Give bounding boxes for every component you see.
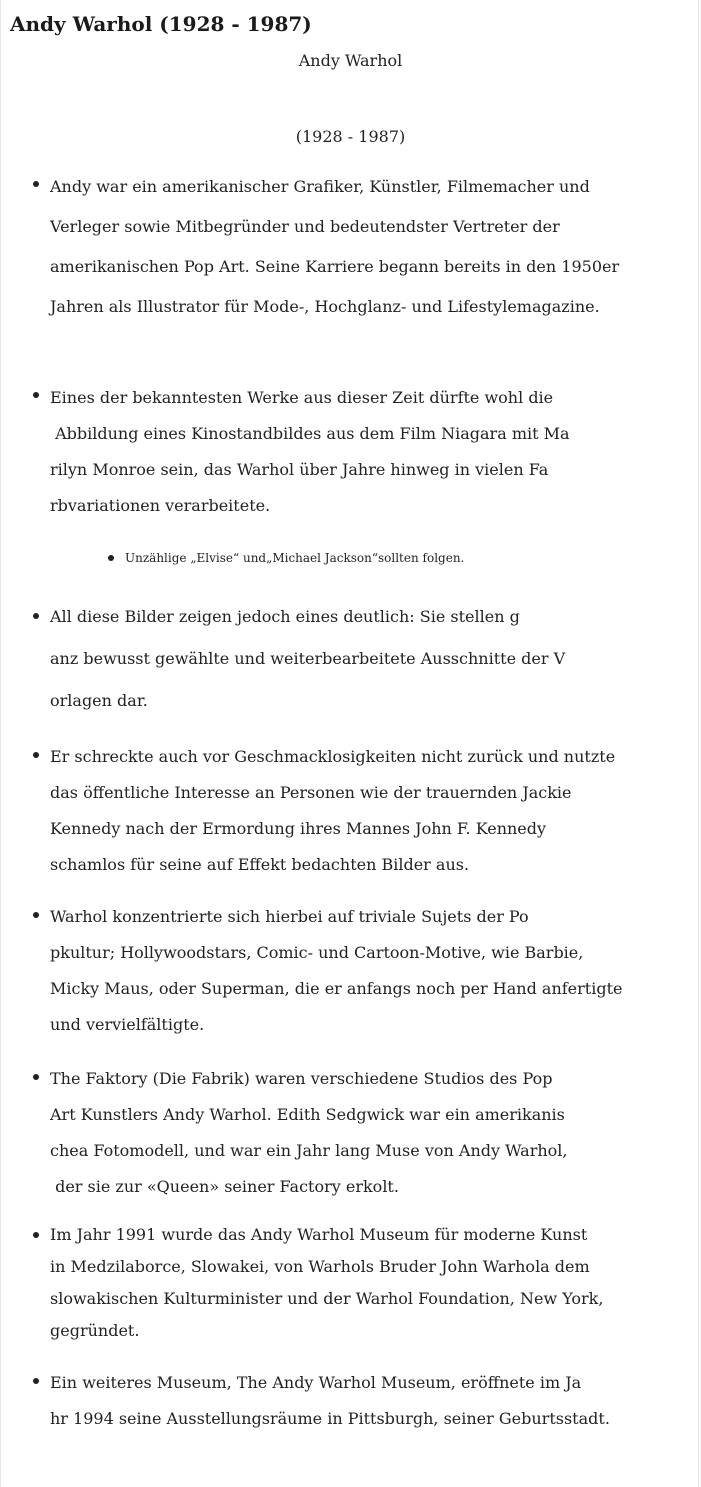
list-item-line: Abbildung eines Kinostandbildes aus dem Film Niagara mit Ma (50, 424, 570, 443)
page-title: Andy Warhol (1928 - 1987) (10, 12, 312, 36)
list-item-line: Jahren als Illustrator für Mode-, Hochglanz- und Lifestylemagazine. (50, 297, 600, 316)
list-item-line: Andy war ein amerikanischer Grafiker, Künstler, Filmemacher und (50, 177, 590, 196)
list-item (50, 899, 690, 1043)
list-item (50, 596, 690, 722)
list-item-line: rbvariationen verarbeitete. (50, 496, 271, 515)
list-item-line: Im Jahr 1991 wurde das Andy Warhol Museum für moderne Kunst (50, 1225, 588, 1244)
list-item-line: gegründet. (50, 1321, 140, 1340)
list-item-line: Verleger sowie Mitbegründer und bedeutendster Vertreter der (50, 217, 560, 236)
list-item-line: Art Kunstlers Andy Warhol. Edith Sedgwick war ein amerikanis (50, 1105, 565, 1124)
list-item-line: slowakischen Kulturminister und der Warhol Foundation, New York, (50, 1289, 604, 1308)
nested-list-item-text: Unzählige „Elvise“ und„Michael Jackson“sollten folgen. (125, 551, 465, 565)
list-item (50, 1061, 690, 1205)
list-item-line: anz bewusst gewählte und weiterbearbeitete Ausschnitte der V (50, 649, 566, 668)
artist-years: (1928 - 1987) (295, 127, 406, 146)
list-item (50, 739, 690, 883)
list-item-line: in Medzilaborce, Slowakei, von Warhols Bruder John Warhola dem (50, 1257, 590, 1276)
list-item (50, 380, 690, 524)
list-item-line: Warhol konzentrierte sich hierbei auf triviale Sujets der Po (50, 907, 529, 926)
list-item-line: Er schreckte auch vor Geschmacklosigkeiten nicht zurück und nutzte (50, 747, 616, 766)
list-item-line: Ein weiteres Museum, The Andy Warhol Museum, eröffnete im Ja (50, 1373, 582, 1392)
list-item-line: chea Fotomodell, und war ein Jahr lang Muse von Andy Warhol, (50, 1141, 568, 1160)
list-item-line: All diese Bilder zeigen jedoch eines deutlich: Sie stellen g (50, 607, 520, 626)
list-item-line: pkultur; Hollywoodstars, Comic- und Cartoon-Motive, wie Barbie, (50, 943, 584, 962)
nested-list-item (125, 542, 701, 574)
list-item-line: orlagen dar. (50, 691, 148, 710)
list-item-line: der sie zur «Queen» seiner Factory erkolt. (50, 1177, 399, 1196)
artist-name: Andy Warhol (298, 51, 403, 70)
list-item-line: das öffentliche Interesse an Personen wie der trauernden Jackie (50, 783, 572, 802)
list-item (50, 1219, 690, 1347)
list-item-line: Kennedy nach der Ermordung ihres Mannes John F. Kennedy (50, 819, 547, 838)
list-item-line: Micky Maus, oder Superman, die er anfangs noch per Hand anfertigte (50, 979, 623, 998)
list-item-line: The Faktory (Die Fabrik) waren verschiedene Studios des Pop (50, 1069, 553, 1088)
list-item-line: hr 1994 seine Ausstellungsräume in Pittsburgh, seiner Geburtsstadt. (50, 1409, 610, 1428)
list-item (50, 1365, 690, 1437)
list-item (50, 167, 690, 327)
list-item-line: rilyn Monroe sein, das Warhol über Jahre hinweg in vielen Fa (50, 460, 549, 479)
list-item-line: schamlos für seine auf Effekt bedachten Bilder aus. (50, 855, 470, 874)
list-item-line: amerikanischen Pop Art. Seine Karriere begann bereits in den 1950er (50, 257, 620, 276)
list-item-line: und vervielfältigte. (50, 1015, 205, 1034)
list-item-line: Eines der bekanntesten Werke aus dieser Zeit dürfte wohl die (50, 388, 554, 407)
